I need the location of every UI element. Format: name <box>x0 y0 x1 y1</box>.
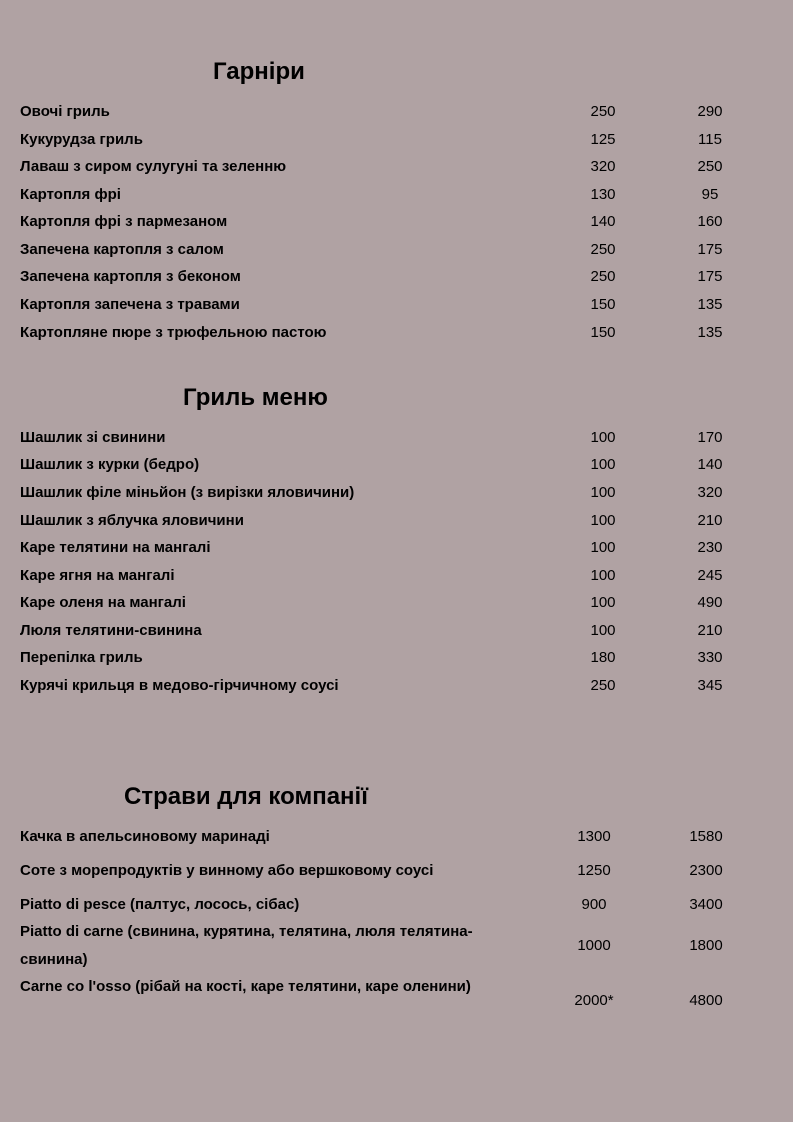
item-name: Люля телятини-свинина <box>20 622 202 639</box>
item-name: Запечена картопля з салом <box>20 241 224 258</box>
item-name: Каре ягня на мангалі <box>20 567 175 584</box>
item-weight: 180 <box>590 649 616 666</box>
item-name: Перепілка гриль <box>20 649 143 666</box>
section-title-sharing-dishes: Страви для компанії <box>124 783 368 810</box>
item-weight: 250 <box>590 268 616 285</box>
item-weight: 100 <box>590 456 616 473</box>
menu-item <box>20 891 730 919</box>
item-name: Шашлик зі свинини <box>20 429 166 446</box>
menu-item <box>20 424 730 451</box>
item-price: 175 <box>697 268 723 285</box>
menu-item <box>20 291 730 318</box>
menu-item <box>20 823 730 851</box>
item-name: Картопляне пюре з трюфельною пастою <box>20 324 327 341</box>
item-price: 175 <box>697 241 723 258</box>
item-weight: 150 <box>590 324 616 341</box>
item-price: 115 <box>698 131 722 148</box>
menu-item <box>20 617 730 644</box>
item-price: 250 <box>697 158 723 175</box>
item-price: 345 <box>697 677 723 694</box>
item-name: Шашлик з курки (бедро) <box>20 456 200 473</box>
item-price: 4800 <box>689 992 723 1009</box>
item-price: 170 <box>697 429 723 446</box>
menu-item <box>20 534 730 561</box>
item-weight: 320 <box>590 158 616 175</box>
item-price: 2300 <box>689 862 723 879</box>
menu-item <box>20 236 730 263</box>
item-price: 210 <box>697 622 723 639</box>
item-weight: 150 <box>590 296 616 313</box>
item-weight: 900 <box>581 896 607 913</box>
item-name: Piatto di carne (свинина, курятина, телятина, люля телятина-свинина) <box>20 923 473 968</box>
item-name: Курячі крильця в медово-гірчичному соусі <box>20 677 339 694</box>
item-weight: 100 <box>590 484 616 501</box>
item-weight: 100 <box>590 594 616 611</box>
item-weight: 250 <box>590 103 616 120</box>
menu-item <box>20 126 730 153</box>
item-weight: 100 <box>590 512 616 529</box>
item-price: 135 <box>697 296 723 313</box>
item-name: Каре телятини на мангалі <box>20 539 211 556</box>
item-weight: 1000 <box>577 937 611 954</box>
menu-item <box>20 562 730 589</box>
item-price: 330 <box>697 649 723 666</box>
menu-item <box>20 507 730 534</box>
item-price: 135 <box>697 324 723 341</box>
item-weight: 100 <box>590 622 616 639</box>
item-weight: 100 <box>590 539 616 556</box>
section-title-garnishes: Гарніри <box>213 58 305 85</box>
menu-item <box>20 479 730 506</box>
item-price: 490 <box>697 594 723 611</box>
menu-item <box>20 973 730 1029</box>
item-price: 210 <box>697 512 723 529</box>
item-name: Каре оленя на мангалі <box>20 594 186 611</box>
item-price: 160 <box>697 213 723 230</box>
item-weight: 125 <box>590 131 616 148</box>
item-price: 1580 <box>689 828 723 845</box>
menu-item <box>20 181 730 208</box>
item-price: 320 <box>697 484 723 501</box>
item-weight: 1300 <box>577 828 611 845</box>
item-weight: 1250 <box>577 862 611 879</box>
item-name: Шашлик філе міньйон (з вирізки яловичини) <box>20 484 355 501</box>
item-name: Piatto di pesce (палтус, лосось, сібас) <box>20 896 300 913</box>
item-weight: 140 <box>590 213 616 230</box>
item-name: Лаваш з сиром сулугуні та зеленню <box>20 158 287 175</box>
item-name: Картопля фрі <box>20 186 121 203</box>
item-name: Carne co l'osso (рібай на кості, каре телятини, каре оленини) <box>20 978 471 995</box>
section-title-grill-menu: Гриль меню <box>183 384 328 411</box>
item-name: Кукурудза гриль <box>20 131 143 148</box>
menu-item <box>20 918 730 974</box>
menu-item <box>20 644 730 671</box>
item-price: 290 <box>697 103 723 120</box>
item-price: 230 <box>697 539 723 556</box>
menu-item <box>20 451 730 478</box>
menu-item <box>20 319 730 346</box>
item-price: 1800 <box>689 937 723 954</box>
item-price: 3400 <box>689 896 723 913</box>
menu-item <box>20 153 730 180</box>
item-name: Запечена картопля з беконом <box>20 268 241 285</box>
item-name: Соте з морепродуктів у винному або вершковому соусі <box>20 862 434 879</box>
menu-item <box>20 263 730 290</box>
menu-item <box>20 672 730 699</box>
item-weight: 2000* <box>574 992 614 1009</box>
item-name: Шашлик з яблучка яловичини <box>20 512 244 529</box>
item-price: 140 <box>697 456 723 473</box>
item-name: Картопля запечена з травами <box>20 296 240 313</box>
menu-item <box>20 208 730 235</box>
item-weight: 250 <box>590 677 616 694</box>
item-weight: 250 <box>590 241 616 258</box>
item-name: Овочі гриль <box>20 103 110 120</box>
item-price: 95 <box>701 186 719 203</box>
menu-item <box>20 589 730 616</box>
menu-item <box>20 98 730 125</box>
item-weight: 130 <box>590 186 616 203</box>
item-name: Качка в апельсиновому маринаді <box>20 828 270 845</box>
menu-item <box>20 857 730 885</box>
item-weight: 100 <box>590 567 616 584</box>
item-name: Картопля фрі з пармезаном <box>20 213 228 230</box>
item-price: 245 <box>697 567 723 584</box>
item-weight: 100 <box>590 429 616 446</box>
